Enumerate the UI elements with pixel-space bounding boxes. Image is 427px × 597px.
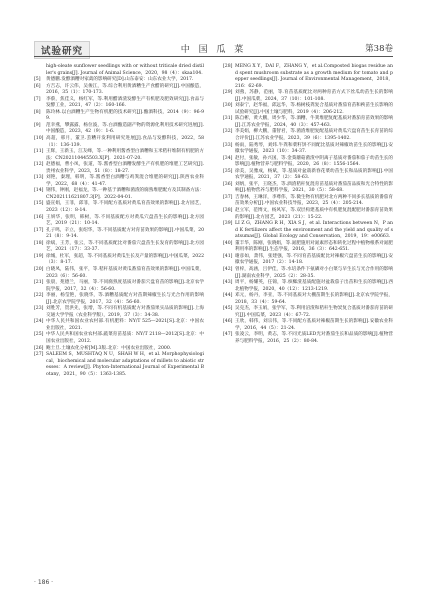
reference-text: 李蔡，焦佳义，杨红军，等.利用醋酒渣发酵生产有机肥及肥效研究[J].食品与发酵工业，2021，47（2）：160-166. bbox=[46, 96, 204, 109]
reference-item bbox=[34, 84, 204, 97]
reference-item bbox=[223, 267, 393, 280]
reference-item bbox=[34, 352, 204, 378]
reference-item bbox=[223, 280, 393, 293]
reference-text: 刘艳，秦理，韩明，等.酱香型白酒糟与鸡粪混合堆肥的研究[J].陕西农业科学，2022，68（4）：41-47. bbox=[46, 175, 204, 187]
reference-item bbox=[223, 129, 393, 142]
reference-text: 王妍华，张明，韩树，等.不同基质配方对黄瓜穴盘苗生长的影响[J].北方园艺，2019（21）：10-14. bbox=[46, 214, 204, 227]
reference-text: 董丰华，陈刚，张晓娟，等.氮肥施用对氮素形态和转化过程中植物根系对氮肥利用率的影响[J].生态学报，2016，36（3）：642-651. bbox=[235, 240, 393, 253]
reference-item bbox=[223, 306, 393, 319]
reference-text: 徐城，杜军，张超，等.不同基质对黄瓜生长及产量的影响[J].中国瓜菜，2022（3）：8-17. bbox=[46, 253, 204, 266]
reference-number: [18] bbox=[34, 240, 44, 246]
reference-item bbox=[34, 306, 204, 319]
reference-number: [40] bbox=[223, 240, 233, 246]
reference-number: [13] bbox=[34, 175, 44, 181]
reference-number: [9] bbox=[34, 122, 41, 128]
reference-text: 盛宣娟，王菲，邱菲，等.不同配方基质对黄瓜育苗效果的影响[J].北方园艺，2023（12）：8-14. bbox=[46, 201, 204, 214]
reference-number: [26] bbox=[34, 345, 44, 351]
reference-item bbox=[34, 215, 204, 228]
reference-number: [45] bbox=[223, 306, 233, 312]
reference-number: [5] bbox=[34, 77, 41, 83]
reference-item bbox=[223, 319, 393, 332]
reference-text: 黄德鹏.发酵酒糟对家禽的影响研究[D].山东泰安：山东农业大学，2017. bbox=[46, 77, 194, 83]
references-left-column bbox=[34, 64, 204, 378]
reference-text: 刘燕，苏静，范丽，等.育苗基质配比对两种育苗方式下丝瓜幼苗生长的影响[J].中国瓜菜，2024，37（10）：101-108. bbox=[235, 90, 393, 102]
reference-item bbox=[34, 110, 204, 123]
reference-number: [32] bbox=[223, 129, 233, 135]
reference-text: 张凌云，李明，黄志，等.不同光质LED光对番茄生长和品质的影响[J].植物营养与肥料学报，2016，25（2）：80-84. bbox=[235, 332, 393, 344]
section-tag: 试验研究 bbox=[34, 41, 90, 59]
reference-number: [30] bbox=[223, 103, 233, 109]
journal-title: 中 国 瓜 菜 bbox=[180, 45, 247, 55]
reference-number: [25] bbox=[34, 332, 44, 338]
reference-item bbox=[34, 267, 204, 280]
reference-item bbox=[34, 319, 204, 332]
reference-number: [22] bbox=[34, 293, 44, 299]
reference-item bbox=[34, 201, 204, 214]
reference-item bbox=[223, 64, 393, 90]
reference-number: [21] bbox=[34, 280, 44, 286]
reference-item bbox=[34, 97, 204, 110]
reference-text: 李美娟，柳大鹏，董智君，等.菌渣堆肥复配基质对黄瓜穴盘育苗生长育苗的综合评价[J].江苏农业学报，2023，39（6）：1395-1402. bbox=[235, 129, 393, 142]
reference-text: 杨雨，陆秀琴，刘炜.牛粪和菜籽饼不同配比基质对辣椒幼苗生长的影响[J].安徽农学通报，2023（10）：34-37. bbox=[235, 142, 393, 155]
reference-item bbox=[223, 241, 393, 254]
reference-item bbox=[34, 228, 204, 241]
reference-item bbox=[223, 195, 393, 208]
reference-text: 王辉，王新玉，江友峰，等.一种利用酱香型白酒糟和玉米秸秆堆制有机肥的方法：CN202110445503.X[P]．2021-07-20. bbox=[46, 149, 204, 161]
reference-number: [35] bbox=[223, 168, 233, 174]
reference-number: [24] bbox=[34, 319, 44, 325]
reference-number: [15] bbox=[34, 201, 44, 207]
reference-text: 徐美，吴雅成，杨斌，等.基质对盆栽新春花菜幼苗生长和品质的影响[J].中国农学通报，2021，37（2）：58-63. bbox=[235, 168, 393, 181]
reference-item bbox=[223, 208, 393, 221]
reference-item bbox=[34, 188, 204, 201]
reference-number: [8] bbox=[34, 109, 41, 115]
reference-item bbox=[34, 162, 204, 175]
reference-number: [10] bbox=[34, 136, 44, 142]
reference-text: 刘泰宁，赵华福，邱远华，等.杨树枝粪复合基质对番茄育苗和秧苗生长影响的试验研究[J].中国土壤与肥料，2019（4）：206-212. bbox=[235, 103, 393, 115]
reference-text: MENG X Y，DAI F，ZHANG Y，et al.Composted biogas residue and spent mushroom substrate as a growth medium for tomato and pepper seedlings[J]. Journal of Environmental Management，2018，216：62-69. bbox=[235, 64, 393, 89]
reference-text: 高超，邢月，董卫.丢糟开发利用研究进展[J].食品与发酵科技，2022，58（1）：136-139. bbox=[46, 136, 204, 148]
reference-number: [23] bbox=[34, 306, 44, 312]
reference-number: [38] bbox=[223, 208, 233, 214]
reference-number: [19] bbox=[34, 253, 44, 259]
reference-item bbox=[223, 332, 393, 345]
page-header bbox=[0, 0, 427, 57]
reference-text: 孔子鸣，辛立，张绍华，等.不同基质配方对育苗效果的影响[J].中国瓜菜，2021（8）：9-14. bbox=[46, 227, 204, 240]
reference-text: 吴克杰，李玉娟，张学军，等.利用沼渣和秸秆生物炭复合基质对番茄育苗的研究[J].中国瓜菜，2023（4）：67-72. bbox=[235, 306, 393, 318]
reference-text: 曾梓，高涵，吕伊佳，等.水培条件下氨磷对小白菜与早生长与光合作用的影响[J].湖南农业科学，2025（2）：28-35. bbox=[235, 266, 393, 279]
reference-item bbox=[34, 293, 204, 306]
reference-text: 陈玲林.以白酒糟生产生物有机肥的技术研究[J].酿酒科技，2014（9）：96-99. bbox=[46, 109, 204, 122]
reference-item bbox=[34, 123, 204, 136]
reference-item bbox=[34, 241, 204, 254]
reference-number: [39] bbox=[223, 221, 233, 227]
reference-item bbox=[223, 156, 393, 169]
reference-text: LI Z G，ZHANG R H，XIA S J，et al. Interactions between N，P and K fertilizers affect the environment and the yield and quality of satsumas[J]. Global Ecology and Conservation，2019，19：e00663. bbox=[235, 221, 393, 240]
volume-label: 第38卷 bbox=[365, 44, 393, 54]
reference-item bbox=[34, 254, 204, 267]
reference-text: 钢伟，钟刚，赵福龙，等.一种基于酒糟和菌渣的腐熟堆肥配方及其制备方法：CN202111621807.3[P]．2022-04-01. bbox=[46, 188, 204, 200]
reference-number: [36] bbox=[223, 181, 233, 187]
reference-text: 刘炳，张平，王晓杰，等.酒渣秸秆复混育苗基质对番茄苗品质和光合特性的影响[J].植物营养与肥料学报，2021，30（5）：58-68. bbox=[235, 181, 393, 194]
reference-text: 谢彦如，萧伟，张建强，等.不同育苗基质配比对辣椒穴盘苗生长的影响[J].安徽农学通报，2017（2）：14-18. bbox=[235, 253, 393, 266]
reference-number: [33] bbox=[223, 142, 233, 148]
reference-number: [6] bbox=[34, 83, 41, 89]
page-number: · 186 · bbox=[34, 579, 54, 586]
reference-text: 张晨，苑德兰，马丽，等.不同腐熟度基质对番茄穴盘育苗的影响[J].北京农学院学报，2017，32（4）：56-60. bbox=[46, 280, 204, 292]
reference-text: 范幸燕，攀露露，杨位波，等.白酒酿造副产物的资源化利用技术研究进展[J].中国酿造，2023，42（9）：1-6. bbox=[46, 122, 204, 135]
reference-item bbox=[34, 149, 204, 162]
reference-item bbox=[223, 221, 393, 241]
reference-text: 刘胜芳，贺洪先，张增，等.不同有机基质配方对番茄果实品质的影响[J].上海交通大学学报（农业科学版），2019，37（3）：34-38. bbox=[46, 306, 204, 318]
reference-text: 中华人民共和国农业农村部.有机肥料：NY/T 525—2021[S].北京：中国农业出版社，2021. bbox=[46, 319, 204, 331]
reference-number: [43] bbox=[223, 280, 233, 286]
reference-number: [29] bbox=[223, 90, 233, 96]
reference-item bbox=[34, 136, 204, 149]
reference-number: [46] bbox=[223, 319, 233, 325]
reference-number: [11] bbox=[34, 149, 44, 155]
reference-item bbox=[34, 280, 204, 293]
reference-item bbox=[223, 103, 393, 116]
reference-text: 徐斌，王芳，张云，等.不同基质配比对番茄穴盘苗生长发育的影响[J].北方园艺，2021（17）：33-37. bbox=[46, 240, 204, 253]
reference-number: [44] bbox=[223, 293, 233, 299]
reference-text: 赵立军，范博文，杨风军，等.双层构建基质中有机肥复混配肥对番茄育苗效果的影响[J].北方园艺，2023（21）：15-22. bbox=[235, 208, 393, 220]
reference-number: [34] bbox=[223, 155, 233, 161]
reference-item bbox=[223, 182, 393, 195]
header-rule bbox=[34, 56, 393, 57]
reference-item bbox=[223, 90, 393, 103]
reference-number: [42] bbox=[223, 266, 233, 272]
reference-item bbox=[34, 332, 204, 345]
reference-text: 陈自彬，黄大鹏，周少华，等.酒糟、牛粪堆肥复配基质对番茄育苗效果的影响[J].江苏农业学报，2024，40（3）：457-463. bbox=[235, 116, 393, 128]
reference-item bbox=[34, 175, 204, 188]
reference-text: 赵付，张敏，孙兴国，等.金葵蘑菇菌渣中阴离子基质对番茄和茄子幼苗生长的影响[J].植物营养与肥料学报，2020，26（8）：1556-1564. bbox=[235, 155, 393, 168]
reference-number: [41] bbox=[223, 253, 233, 259]
reference-text: 赵德福，曹小凤，张道，等.酱香型白酒糟发酵生产有机肥的堆肥工艺研究[J].贵州农业科学，2023，51（8）：18-27. bbox=[46, 162, 204, 174]
reference-number: [28] bbox=[223, 64, 233, 69]
reference-text: 邓元，杨丹，李亚，等.不同基质对大棚苗期生长的影响[J].北京农学院学报，2018，33（4）：59-64. bbox=[235, 293, 393, 305]
reference-text: 周平，杨耀英，任锦，等.槟榔渣基质配施对盆栽茄子出苗和生长的影响[J].西北植物学报，2020，40（12）：1213-1219. bbox=[235, 280, 393, 292]
reference-item bbox=[223, 254, 393, 267]
reference-item bbox=[34, 64, 204, 77]
reference-text: SALEEM S，MUSHTAQ N U，SHAH W H，et al. Morphophysiological，biochemical and molecular adaptations of millets to abiotic stresses：A review[J]. Phyton-International Journal of Experimental Botany，2021，90（5）：1363-1385. bbox=[46, 352, 204, 377]
reference-item bbox=[223, 293, 393, 306]
reference-number: [37] bbox=[223, 194, 233, 200]
reference-number: [47] bbox=[223, 332, 233, 338]
reference-text: 吉春林，王琳洋，李尊伟，等.微生物有机肥对北方两种不同多长基质的番茄育苗效果分析[J].中国农业科技导报，2023，25（4）：205-214. bbox=[235, 194, 393, 207]
reference-number: [31] bbox=[223, 116, 233, 122]
reference-number: [16] bbox=[34, 214, 44, 220]
reference-text: 王欣，韩伟，刘宗伟，等.不同配方基质对辣椒苗期生长的影响[J].安徽农业科学，2016，44（5）：21-24. bbox=[235, 319, 393, 331]
reference-text: 李丽，杨莹艳，张晓华，等.酒糟基质配方对苗期辣椒生长与光合作用的影响[J].北京农学院学报，2017，32（4）：56-60. bbox=[46, 293, 204, 305]
reference-text: 方吉志，许云伟，吴俊江，等.综合利用黄酒糟生产食醋的研究[J].中国酿造，2016，35（1）：170-173. bbox=[46, 83, 204, 96]
reference-number: [20] bbox=[34, 266, 44, 272]
reference-text: 白晓凤，陆伟，张平，等.秸秆基质对黄瓜番茄育苗效果的影响[J].中国瓜菜，2023（6）：56-60. bbox=[46, 266, 204, 279]
reference-number: [7] bbox=[34, 96, 41, 102]
references-right-column bbox=[223, 64, 393, 346]
reference-number: [14] bbox=[34, 188, 44, 194]
reference-number: [17] bbox=[34, 227, 44, 233]
reference-item bbox=[223, 143, 393, 156]
reference-number: [12] bbox=[34, 162, 44, 168]
reference-item bbox=[223, 116, 393, 129]
reference-number: [27] bbox=[34, 352, 44, 358]
reference-text: high-oleate sunflower seedlings with or without triticale dried distiller's grains[J]. Journal of Animal Science，2020，98（4）：skaa104. bbox=[46, 64, 204, 76]
reference-text: 鲍士旦.土壤农化分析[M].3版.北京：中国农业出版社，2000. bbox=[46, 345, 172, 351]
reference-item bbox=[223, 169, 393, 182]
reference-text: 中华人民共和国农业农村部.蔬菜育苗基质：NY/T 2118—2012[S].北京：中国农业出版社，2012. bbox=[46, 332, 204, 344]
